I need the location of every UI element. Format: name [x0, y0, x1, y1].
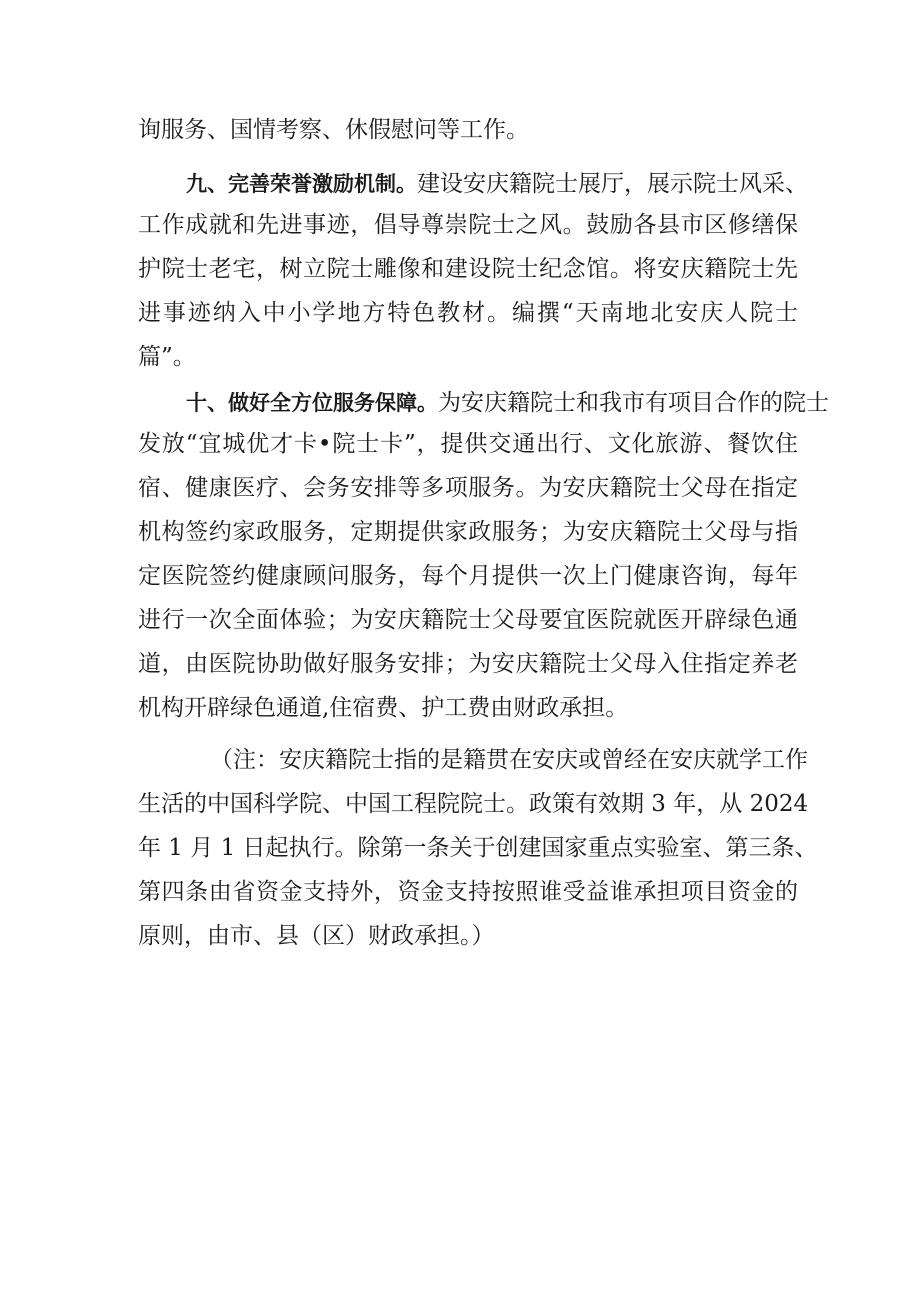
text-line: 询服务、国情考察、休假慰问等工作。	[138, 117, 529, 143]
section-10-heading: 十、做好全方位服务保障。	[186, 391, 438, 415]
section-10-first-line	[186, 389, 829, 417]
text-line: 定医院签约健康顾问服务，每个月提供一次上门健康咨询，每年	[138, 563, 798, 589]
text-line: 年 1 月 1 日起执行。除第一条关于创建国家重点实验室、第三条、	[138, 835, 818, 861]
text-line: 机构开辟绿色通道,住宿费、护工费由财政承担。	[138, 695, 629, 721]
text-line: 生活的中国科学院、中国工程院院士。政策有效期 3 年，从 2024	[138, 791, 809, 817]
text-line: 进事迹纳入中小学地方特色教材。编撰“天南地北安庆人院士	[138, 300, 798, 326]
text-line: 宿、健康医疗、会务安排等多项服务。为安庆籍院士父母在指定	[138, 475, 798, 501]
text-line: 发放“宜城优才卡•院士卡”，提供交通出行、文化旅游、餐饮住	[138, 431, 798, 457]
text-line: 第四条由省资金支持外，资金支持按照谁受益谁承担项目资金的	[138, 879, 798, 905]
note-first-line: （注：安庆籍院士指的是籍贯在安庆或曾经在安庆就学工作	[210, 747, 808, 773]
text-line: 机构签约家政服务，定期提供家政服务；为安庆籍院士父母与指	[138, 519, 798, 545]
section-9-first-line	[186, 170, 808, 198]
section-10-text: 为安庆籍院士和我市有项目合作的院士	[438, 390, 829, 416]
text-line: 护院士老宅，树立院士雕像和建设院士纪念馆。将安庆籍院士先	[138, 256, 798, 282]
section-9-heading: 九、完善荣誉激励机制。	[186, 172, 417, 196]
section-9-text: 建设安庆籍院士展厅，展示院士风采、	[417, 171, 808, 197]
text-line: 工作成就和先进事迹，倡导尊崇院士之风。鼓励各县市区修缮保	[138, 212, 798, 238]
text-line: 篇”。	[138, 344, 196, 370]
text-line: 原则，由市、县（区）财政承担。）	[138, 923, 495, 949]
text-line: 进行一次全面体验；为安庆籍院士父母要宜医院就医开辟绿色通	[138, 607, 798, 633]
text-line: 道，由医院协助做好服务安排；为安庆籍院士父母入住指定养老	[138, 651, 798, 677]
